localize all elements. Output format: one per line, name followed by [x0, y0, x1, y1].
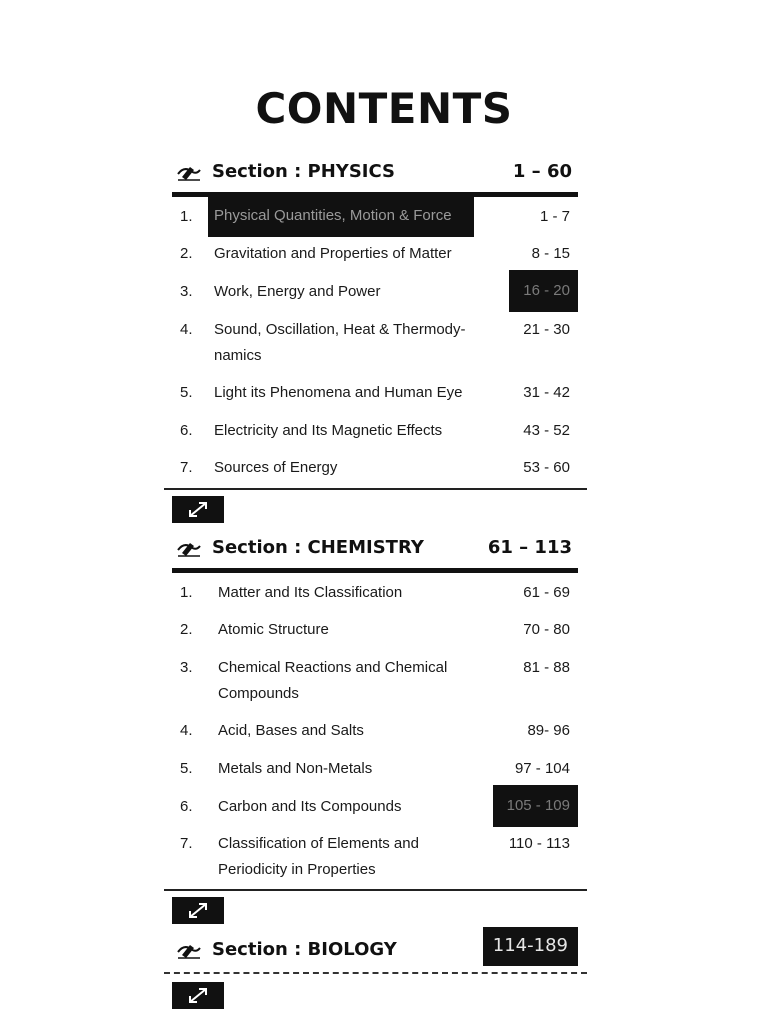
expand-arrows-icon: [187, 500, 209, 519]
section-page-range: 1 – 60: [512, 161, 572, 182]
entry-pages: 110 - 113: [508, 835, 570, 852]
entry-title: Work, Energy and Power: [214, 283, 381, 300]
entry-pages: 61 - 69: [523, 584, 570, 601]
entry-number: 4.: [180, 321, 193, 338]
entry-title: Sources of Energy: [214, 459, 338, 476]
section-header-chemistry: [172, 535, 578, 563]
pen-writing-icon: [176, 940, 202, 960]
entry-title: Physical Quantities, Motion & Force: [208, 196, 474, 237]
entry-title: Chemical Reactions and Chemical Compounds: [218, 659, 448, 702]
entry-pages: 97 - 104: [514, 760, 570, 777]
entry-title: Acid, Bases and Salts: [218, 722, 364, 739]
entry-title: Light its Phenomena and Human Eye: [214, 384, 463, 401]
entry-pages: 21 - 30: [523, 321, 570, 338]
expand-arrows-icon: [187, 986, 209, 1005]
expand-button[interactable]: [172, 897, 224, 924]
entry-number: 2.: [180, 621, 193, 638]
entry-number: 1.: [180, 208, 193, 225]
section-divider: [164, 972, 587, 974]
entry-title: Electricity and Its Magnetic Effects: [214, 422, 443, 439]
entry-title: Atomic Structure: [218, 621, 329, 638]
section-header-biology: [172, 937, 578, 965]
page-title: CONTENTS: [255, 84, 513, 133]
entry-number: 3.: [180, 659, 193, 676]
entry-title: Carbon and Its Compounds: [218, 798, 402, 815]
section-end-divider: [164, 488, 587, 490]
entry-title: Classification of Elements and Periodicity in Properties: [218, 835, 419, 878]
entry-number: 5.: [180, 384, 193, 401]
section-title: Section : CHEMISTRY: [212, 537, 424, 558]
section-divider: [172, 568, 578, 573]
entry-number: 4.: [180, 722, 193, 739]
entry-title: Sound, Oscillation, Heat & Thermody- namics: [214, 321, 466, 364]
entry-pages: 89- 96: [527, 722, 570, 739]
pen-writing-icon: [176, 162, 202, 182]
entry-pages: 1 - 7: [539, 208, 570, 225]
entry-number: 3.: [180, 283, 193, 300]
section-title: Section : BIOLOGY: [212, 939, 397, 960]
entry-pages: 8 - 15: [531, 245, 570, 262]
entry-number: 7.: [180, 459, 193, 476]
pen-writing-icon: [176, 538, 202, 558]
entry-pages: 105 - 109: [493, 785, 578, 827]
entry-pages: 16 - 20: [509, 270, 578, 312]
entry-number: 7.: [180, 835, 193, 852]
section-page-range: 61 – 113: [487, 537, 572, 558]
entry-pages: 31 - 42: [523, 384, 570, 401]
entry-number: 2.: [180, 245, 193, 262]
section-page-range: 114-189: [483, 927, 578, 966]
entry-number: 1.: [180, 584, 193, 601]
section-end-divider: [164, 889, 587, 891]
section-title: Section : PHYSICS: [212, 161, 395, 182]
entry-pages: 70 - 80: [523, 621, 570, 638]
entry-number: 5.: [180, 760, 193, 777]
section-header-physics: [172, 159, 578, 187]
entry-title: Matter and Its Classification: [218, 584, 403, 601]
entry-pages: 53 - 60: [523, 459, 570, 476]
entry-pages: 81 - 88: [523, 659, 570, 676]
entry-pages: 43 - 52: [523, 422, 570, 439]
entry-number: 6.: [180, 798, 193, 815]
expand-button[interactable]: [172, 982, 224, 1009]
entry-title: Gravitation and Properties of Matter: [214, 245, 452, 262]
expand-arrows-icon: [187, 901, 209, 920]
expand-button[interactable]: [172, 496, 224, 523]
entry-title: Metals and Non-Metals: [218, 760, 373, 777]
entry-number: 6.: [180, 422, 193, 439]
